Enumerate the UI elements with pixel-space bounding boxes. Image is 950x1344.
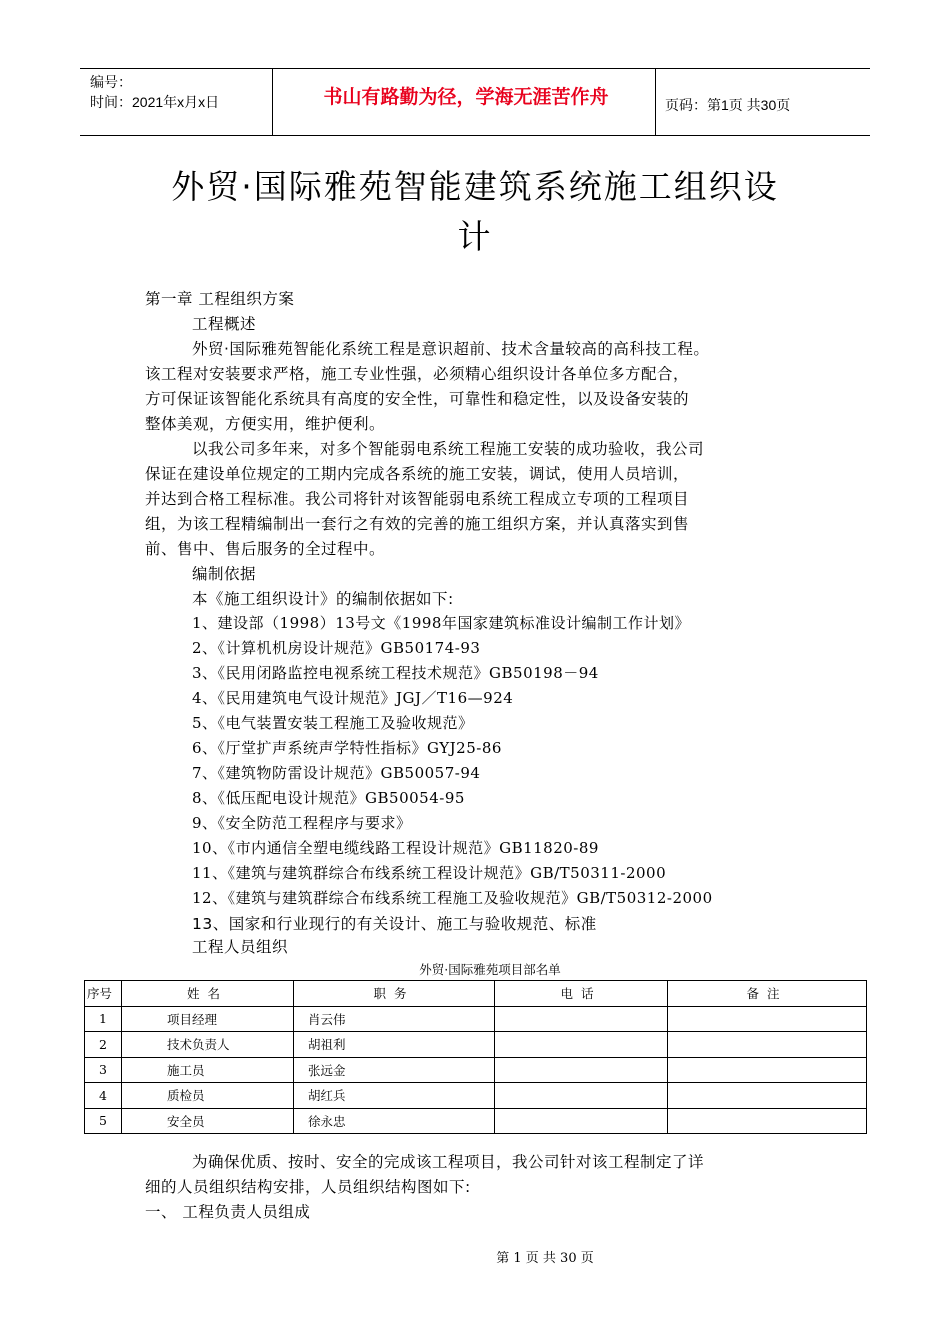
- table-cell-index: 4: [85, 1083, 122, 1109]
- table-cell-note: [668, 1083, 867, 1109]
- table-row: [85, 1006, 867, 1032]
- header-motto: 书山有路勤为径，学海无涯苦作舟: [323, 86, 609, 108]
- reference-item: 3、《民用闭路监控电视系统工程技术规范》GB50198－94: [192, 664, 599, 682]
- basis-intro: 本《施工组织设计》的编制依据如下:: [192, 590, 454, 608]
- reference-item: 4、《民用建筑电气设计规范》JGJ／T16—924: [192, 689, 514, 707]
- staff-table: [84, 980, 867, 1134]
- paragraph-line: 并达到合格工程标准。我公司将针对该智能弱电系统工程成立专项的工程项目: [145, 490, 690, 508]
- table-cell-name: 项目经理: [122, 1006, 294, 1032]
- table-row: [85, 1057, 867, 1083]
- paragraph-line: 前、售中、售后服务的全过程中。: [145, 540, 386, 558]
- paragraph-line: 该工程对安装要求严格，施工专业性强，必须精心组织设计各单位多方配合，: [145, 365, 690, 383]
- table-cell-phone: [495, 1032, 668, 1058]
- reference-item: 9、《安全防范工程程序与要求》: [192, 814, 412, 832]
- column-header: 序号: [85, 981, 122, 1007]
- reference-item: 11、《建筑与建筑群综合布线系统工程设计规范》GB/T50311-2000: [192, 864, 667, 882]
- header-divider: [655, 68, 656, 135]
- document-time-label: 时间：2021年x月x日: [90, 94, 220, 110]
- section-heading-staff: 工程人员组织: [192, 938, 289, 956]
- paragraph-line: 整体美观，方便实用，维护便利。: [145, 415, 386, 433]
- header-divider: [272, 68, 273, 135]
- chapter-heading: 第一章 工程组织方案: [145, 290, 295, 308]
- table-cell-note: [668, 1032, 867, 1058]
- table-cell-index: 3: [85, 1057, 122, 1083]
- paragraph-line: 细的人员组织结构安排，人员组织结构图如下:: [145, 1178, 471, 1196]
- header-page-info: 页码：第1页 共30页: [665, 97, 791, 113]
- table-cell-name: 技术负责人: [122, 1032, 294, 1058]
- table-row: [85, 1083, 867, 1109]
- paragraph-line: 外贸·国际雅苑智能化系统工程是意识超前、技术含量较高的高科技工程。: [192, 340, 710, 358]
- reference-item: 2、《计算机机房设计规范》GB50174-93: [192, 639, 481, 657]
- reference-item: 10、《市内通信全塑电缆线路工程设计规范》GB11820-89: [192, 839, 599, 857]
- header-top-rule: [80, 68, 870, 69]
- paragraph-line: 以我公司多年来，对多个智能弱电系统工程施工安装的成功验收，我公司: [192, 440, 705, 458]
- reference-item: 8、《低压配电设计规范》GB50054-95: [192, 789, 465, 807]
- section-heading-one: 一、 工程负责人员组成: [145, 1203, 311, 1221]
- reference-item: 13、国家和行业现行的有关设计、施工与验收规范、标准: [192, 915, 597, 933]
- table-cell-phone: [495, 1083, 668, 1109]
- reference-item: 6、《厅堂扩声系统声学特性指标》GYJ25-86: [192, 739, 502, 757]
- reference-item: 12、《建筑与建筑群综合布线系统工程施工及验收规范》GB/T50312-2000: [192, 889, 713, 907]
- section-heading-overview: 工程概述: [192, 315, 257, 333]
- table-row: [85, 1032, 867, 1058]
- table-header-row: [85, 981, 867, 1007]
- paragraph-line: 组，为该工程精编制出一套行之有效的完善的施工组织方案，并认真落实到售: [145, 515, 690, 533]
- table-cell-name: 施工员: [122, 1057, 294, 1083]
- paragraph-line: 为确保优质、按时、安全的完成该工程项目，我公司针对该工程制定了详: [192, 1153, 705, 1171]
- page-footer: 第 1 页 共 30 页: [496, 1251, 594, 1266]
- table-row: [85, 1108, 867, 1134]
- column-header: 姓名: [122, 981, 294, 1007]
- table-cell-index: 2: [85, 1032, 122, 1058]
- reference-item: 1、建设部（1998）13号文《1998年国家建筑标准设计编制工作计划》: [192, 614, 690, 632]
- paragraph-line: 方可保证该智能化系统具有高度的安全性，可靠性和稳定性，以及设备安装的: [145, 390, 690, 408]
- reference-item: 7、《建筑物防雷设计规范》GB50057-94: [192, 764, 481, 782]
- table-cell-role: 徐永忠: [294, 1108, 495, 1134]
- title-line: 计: [457, 217, 493, 256]
- table-cell-note: [668, 1057, 867, 1083]
- section-heading-basis: 编制依据: [192, 565, 257, 583]
- reference-item: 5、《电气装置安装工程施工及验收规范》: [192, 714, 474, 732]
- table-cell-role: 肖云伟: [294, 1006, 495, 1032]
- table-cell-name: 质检员: [122, 1083, 294, 1109]
- header-bottom-rule: [80, 135, 870, 136]
- paragraph-line: 保证在建设单位规定的工期内完成各系统的施工安装，调试，使用人员培训，: [145, 465, 690, 483]
- document-number-label: 编号：: [90, 74, 132, 90]
- table-cell-phone: [495, 1057, 668, 1083]
- table-cell-role: 张远金: [294, 1057, 495, 1083]
- table-cell-index: 5: [85, 1108, 122, 1134]
- column-header: 职务: [294, 981, 495, 1007]
- document-title: [130, 162, 820, 262]
- table-cell-index: 1: [85, 1006, 122, 1032]
- table-cell-name: 安全员: [122, 1108, 294, 1134]
- table-cell-note: [668, 1006, 867, 1032]
- table-caption: 外贸·国际雅苑项目部名单: [419, 962, 561, 977]
- table-cell-phone: [495, 1108, 668, 1134]
- title-line: 外贸·国际雅苑智能建筑系统施工组织设: [171, 167, 779, 206]
- table-cell-phone: [495, 1006, 668, 1032]
- column-header: 电话: [495, 981, 668, 1007]
- table-cell-role: 胡红兵: [294, 1083, 495, 1109]
- table-cell-note: [668, 1108, 867, 1134]
- table-cell-role: 胡祖利: [294, 1032, 495, 1058]
- column-header: 备注: [668, 981, 867, 1007]
